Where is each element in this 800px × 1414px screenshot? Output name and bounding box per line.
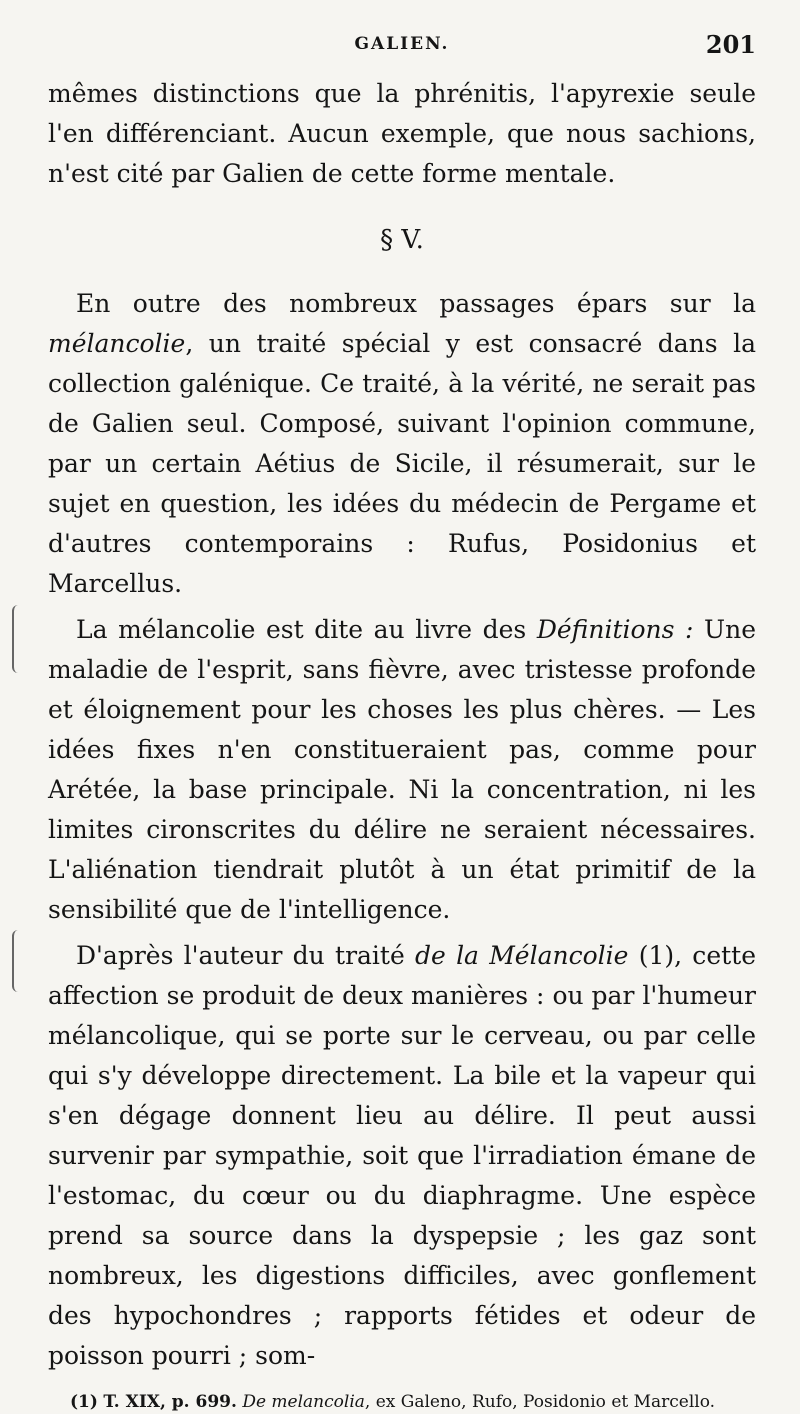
page-number: 201 [705, 30, 756, 59]
section-heading: § V. [380, 225, 424, 255]
paragraph-continuation: mêmes distinctions que la phrénitis, l'apyrexie seule l'en différenciant. Aucun exemple, que nous sachions, n'est cité par Galien de cette forme mentale. [48, 79, 756, 188]
footnote [48, 1390, 756, 1414]
footnote-rest: , ex Galeno, Rufo, Posidonio et Marcello. [364, 1392, 716, 1412]
paragraph-melancolie-traite [48, 284, 756, 604]
para2-text-a: En outre des nombreux passages épars sur la [76, 289, 756, 318]
para4-text-b: (1), cette affection se produit de deux manières : ou par l'humeur mélancolique, qui se porte sur le cerveau, ou par celle qui s'y développe directement. La bile et la vapeur qui s'en dégage donnent lieu au délire. Il peut aussi survenir par sympathie, soit que l'irradiation émane de l'estomac, du cœur ou du diaphragme. Une espèce prend sa source dans la dyspepsie ; les gaz sont nombreux, les digestions difficiles, avec gonflement des hypochondres ; rapports fétides et odeur de poisson pourri ; som- [48, 941, 756, 1370]
para3-text-b: Une maladie de l'esprit, sans fièvre, avec tristesse profonde et éloignement pour les choses les plus chères. — Les idées fixes n'en constitueraient pas, comme pour Arétée, la base principale. Ni la concentration, ni les limites cironscrites du délire ne seraient nécessaires. L'aliénation tiendrait plutôt à un état primitif de la sensibilité que de l'intelligence. [48, 615, 756, 924]
footnote-reference: T. XIX, p. 699. [103, 1392, 237, 1412]
para2-text-b: , un traité spécial y est consacré dans la collection galénique. Ce traité, à la vérité, ne serait pas de Galien seul. Composé, suivant l'opinion commune, par un certain Aétius de Sicile, il résumerait, sur le sujet en question, les idées du médecin de Pergame et d'autres contemporains : Rufus, Posidonius et Marcellus. [48, 329, 756, 598]
para3-italic: Définitions : [536, 615, 694, 644]
running-head [48, 30, 756, 74]
footnote-italic-title: De melancolia [242, 1392, 365, 1412]
margin-bracket-mark [12, 930, 24, 992]
margin-bracket-mark [12, 605, 24, 673]
para2-italic: mélancolie [48, 329, 186, 358]
footnote-number: (1) [70, 1392, 98, 1412]
running-title: GALIEN. [354, 34, 450, 54]
body-text [48, 74, 756, 1376]
para4-italic: de la Mélancolie [415, 941, 629, 970]
paragraph-auteur-traite [48, 936, 756, 1376]
para4-text-a: D'après l'auteur du traité [76, 941, 416, 970]
para3-text-a: La mélancolie est dite au livre des [76, 615, 537, 644]
paragraph-definitions [48, 610, 756, 930]
